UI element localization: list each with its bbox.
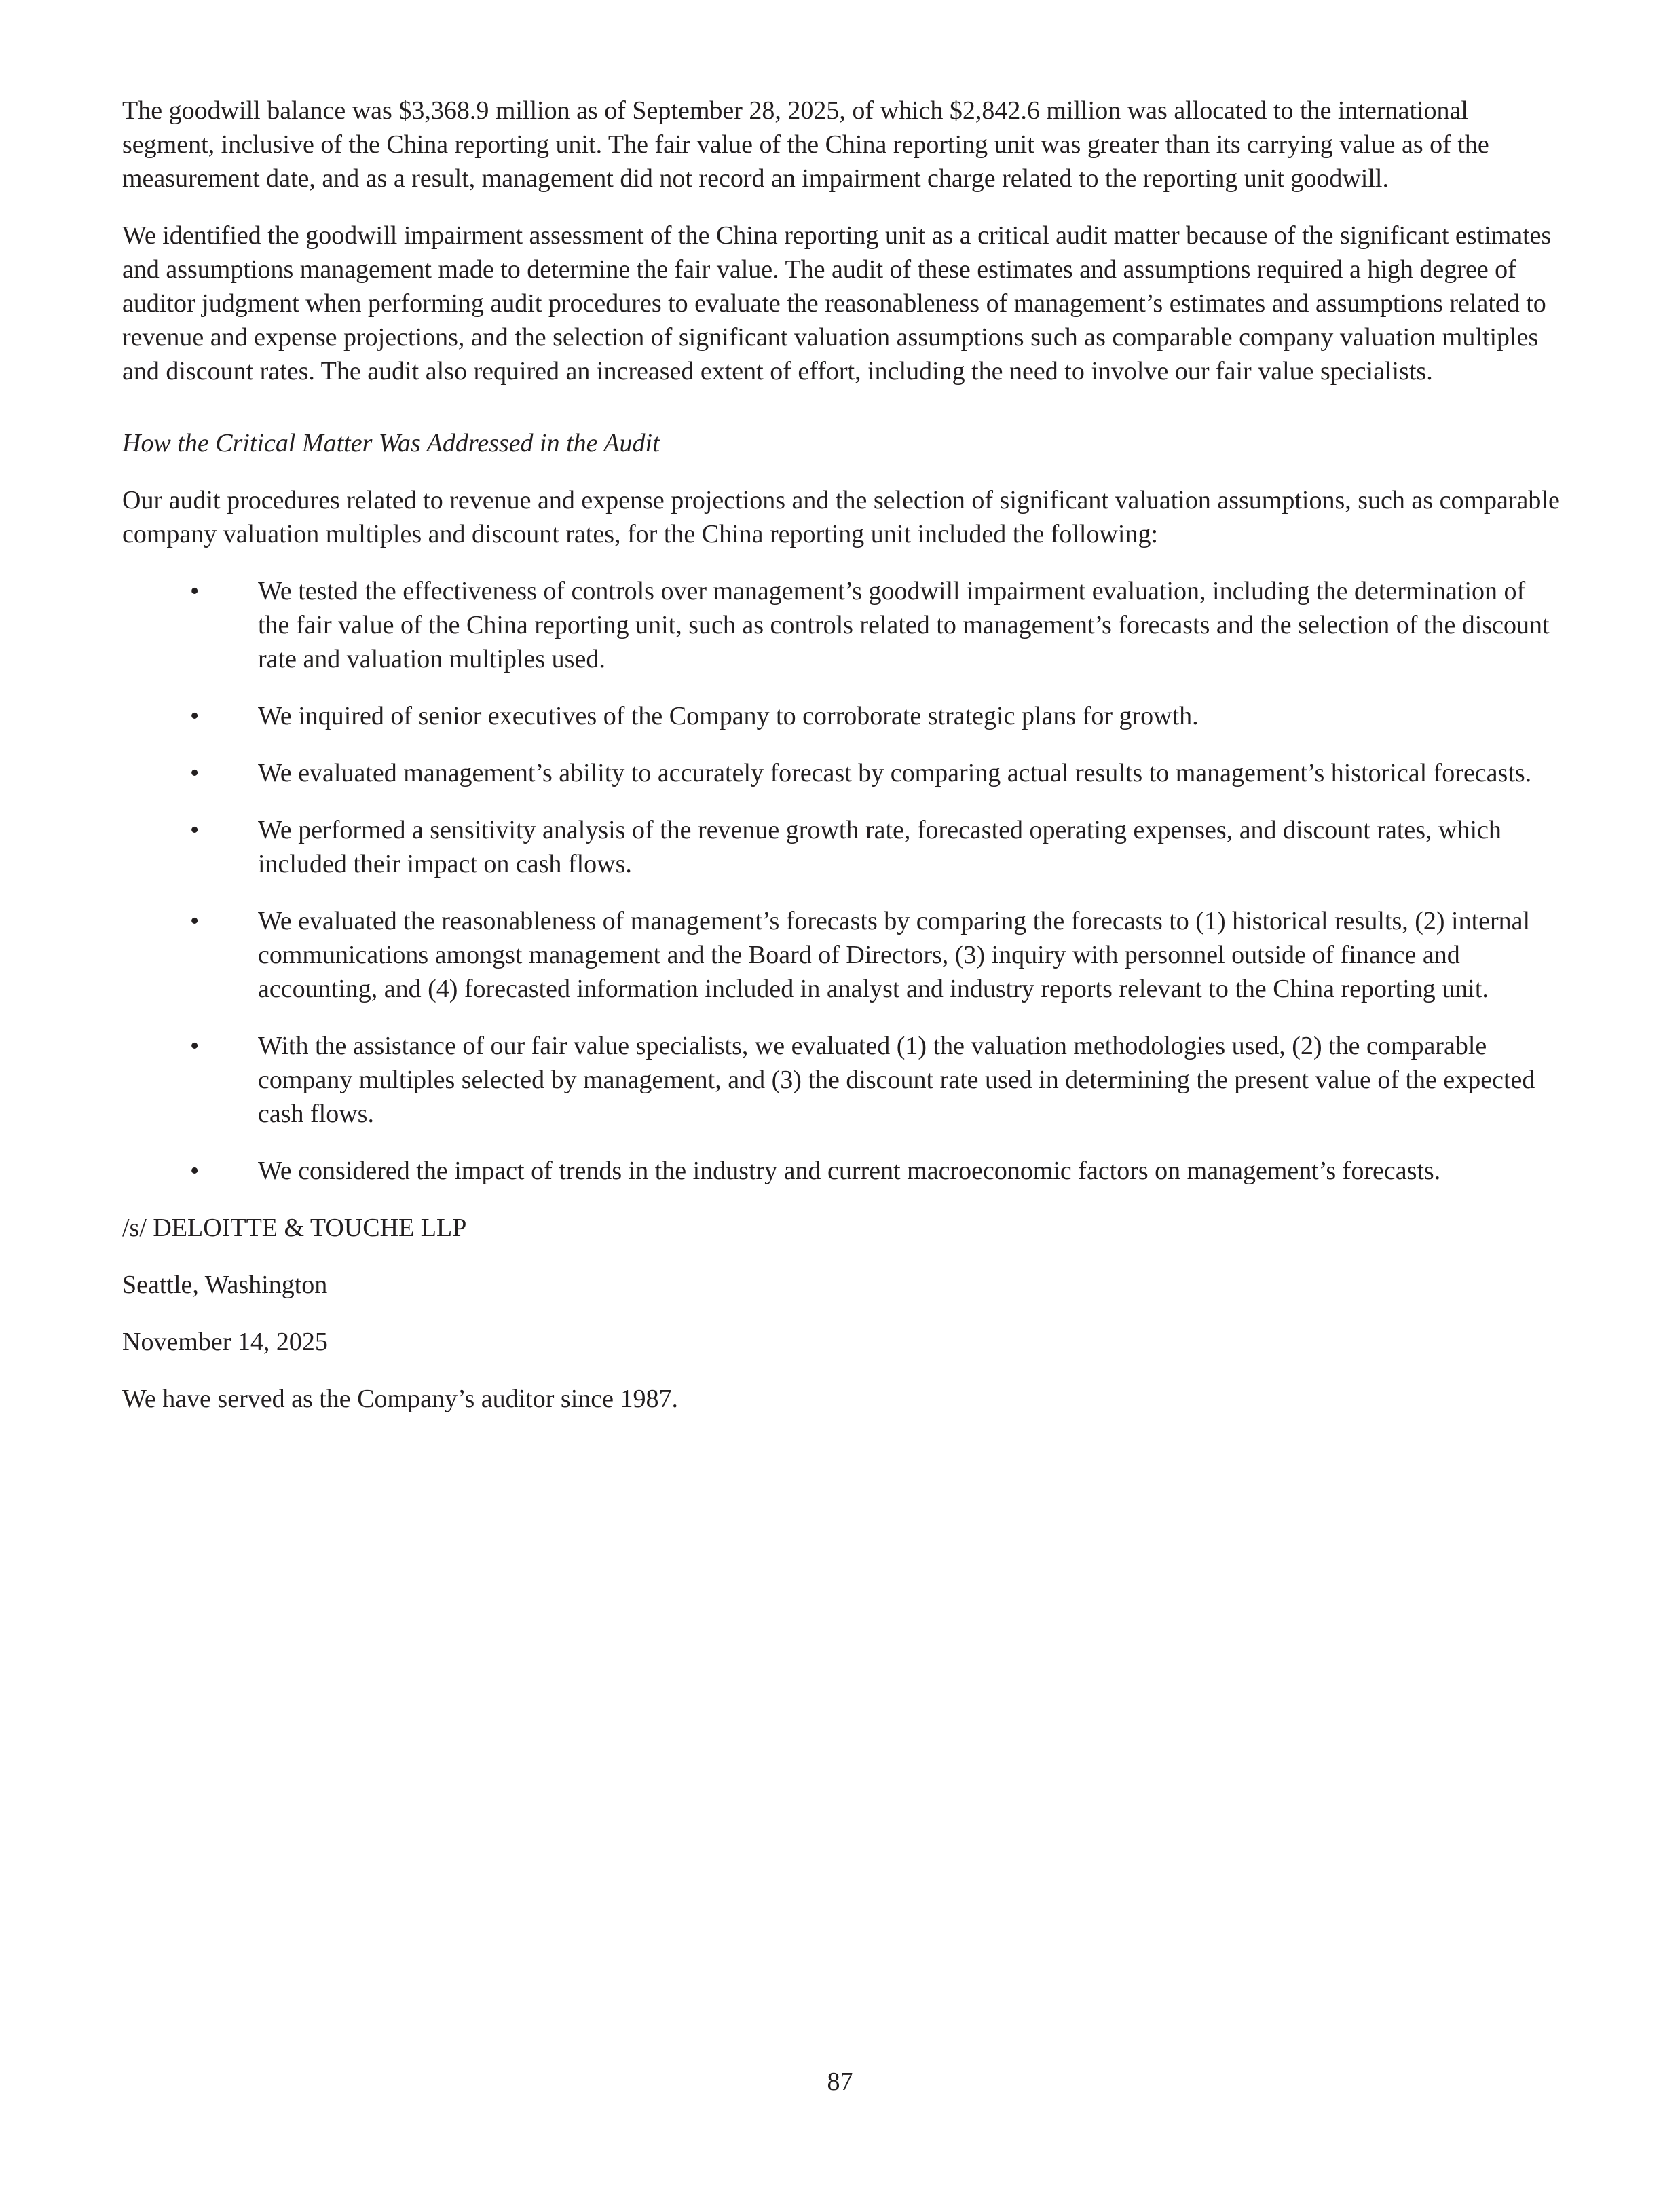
list-item-text: We evaluated management’s ability to accurately forecast by comparing actual results to management’s historical forecasts. (258, 759, 1532, 787)
list-item (122, 1029, 1561, 1131)
audit-procedures-list (122, 574, 1561, 1188)
list-item-text: We considered the impact of trends in the industry and current macroeconomic factors on management’s forecasts. (258, 1157, 1441, 1185)
list-item (122, 904, 1561, 1006)
list-item (122, 699, 1561, 733)
bullet-icon: • (190, 1157, 200, 1185)
bullet-icon: • (190, 577, 200, 605)
bullet-icon: • (190, 907, 200, 935)
procedures-intro-paragraph: Our audit procedures related to revenue and expense projections and the selection of significant valuation assumptions, such as comparable company valuation multiples and discount rates, for the China reporting unit included the following: (122, 486, 1560, 548)
auditor-tenure-statement: We have served as the Company’s auditor since 1987. (122, 1385, 679, 1413)
page-number: 87 (827, 2068, 853, 2096)
list-item (122, 813, 1561, 881)
goodwill-balance-paragraph: The goodwill balance was $3,368.9 million as of September 28, 2025, of which $2,842.6 million was allocated to the international segment, inclusive of the China reporting unit. The fair value of the China reporting unit was greater than its carrying value as of the measurement date, and as a result, management did not record an impairment charge related to the reporting unit goodwill. (122, 96, 1489, 193)
bullet-icon: • (190, 759, 200, 787)
signature-location: Seattle, Washington (122, 1271, 328, 1299)
document-page (122, 94, 1561, 1439)
list-item (122, 756, 1561, 790)
list-item-text: We performed a sensitivity analysis of the revenue growth rate, forecasted operating expenses, and discount rates, which included their impact on cash flows. (258, 816, 1501, 878)
signature-date: November 14, 2025 (122, 1328, 328, 1356)
critical-audit-matter-paragraph: We identified the goodwill impairment assessment of the China reporting unit as a critical audit matter because of the significant estimates and assumptions management made to determine the fair value. The audit of these estimates and assumptions required a high degree of auditor judgment when performing audit procedures to evaluate the reasonableness of management’s estimates and assumptions related to revenue and expense projections, and the selection of significant valuation assumptions such as comparable company valuation multiples and discount rates. The audit also required an increased extent of effort, including the need to involve our fair value specialists. (122, 221, 1552, 386)
bullet-icon: • (190, 702, 200, 730)
list-item-text: We tested the effectiveness of controls over management’s goodwill impairment evaluation, including the determination of the fair value of the China reporting unit, such as controls related to management’s forecasts and the selection of the discount rate and valuation multiples used. (258, 577, 1550, 673)
bullet-icon: • (190, 816, 200, 844)
auditor-signature: /s/ DELOITTE & TOUCHE LLP (122, 1214, 467, 1242)
bullet-icon: • (190, 1032, 200, 1060)
list-item (122, 574, 1561, 676)
section-heading: How the Critical Matter Was Addressed in the Audit (122, 429, 660, 457)
list-item (122, 1154, 1561, 1188)
list-item-text: With the assistance of our fair value specialists, we evaluated (1) the valuation methodologies used, (2) the comparable company multiples selected by management, and (3) the discount rate used in determining the present value of the expected cash flows. (258, 1032, 1535, 1128)
list-item-text: We inquired of senior executives of the Company to corroborate strategic plans for growth. (258, 702, 1199, 730)
list-item-text: We evaluated the reasonableness of management’s forecasts by comparing the forecasts to (1) historical results, (2) internal communications amongst management and the Board of Directors, (3) inquiry with personnel outside of finance and accounting, and (4) forecasted information included in analyst and industry reports relevant to the China reporting unit. (258, 907, 1531, 1003)
